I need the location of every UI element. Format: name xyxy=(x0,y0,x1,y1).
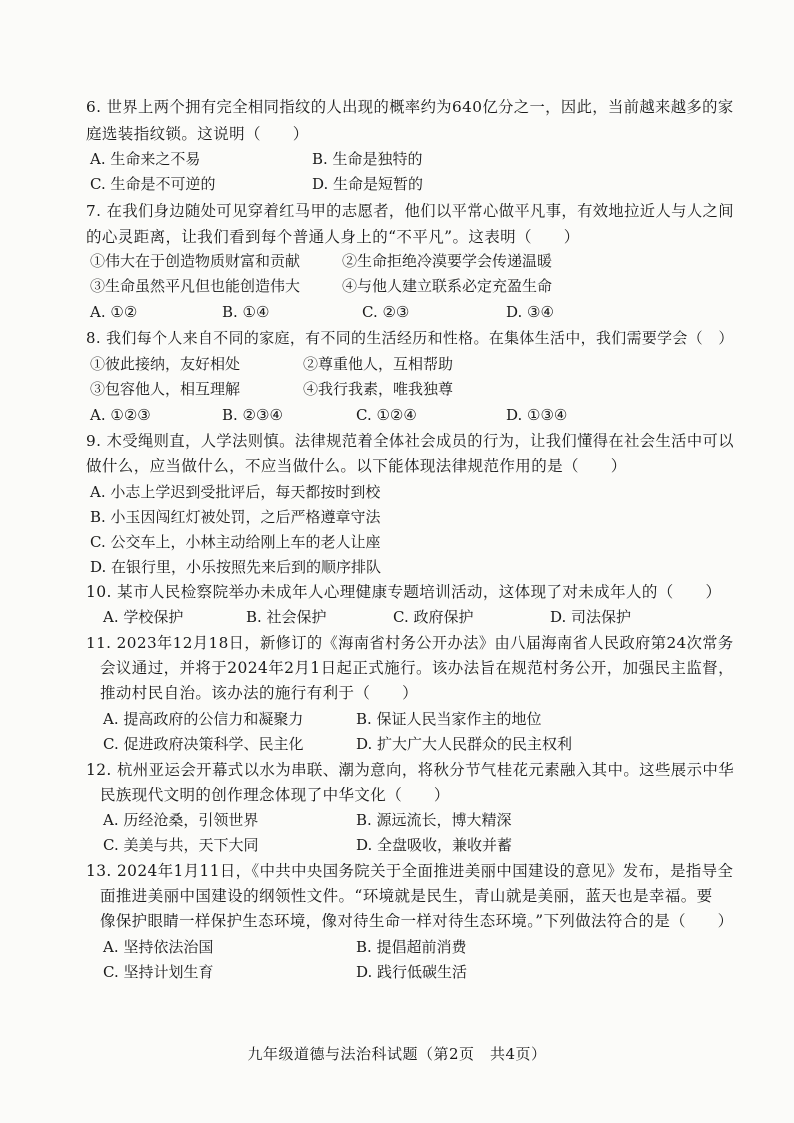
question-7-statement-4: ④与他人建立联系必定充盈生命 xyxy=(342,277,553,295)
question-9-stem-line2: 做什么，应当做什么，不应当做什么。以下能体现法律规范作用的是（ ） xyxy=(86,457,627,475)
question-11-option-d: D. 扩大广大人民群众的民主权利 xyxy=(356,735,573,753)
question-7-statement-1: ①伟大在于创造物质财富和贡献 xyxy=(90,252,301,270)
question-6-stem-line2: 庭选装指纹锁。这说明（ ） xyxy=(86,125,309,143)
question-7-option-d: D. ③④ xyxy=(506,303,554,321)
question-13-option-b: B. 提倡超前消费 xyxy=(356,938,467,956)
question-8-option-d: D. ①③④ xyxy=(506,406,568,424)
question-11-stem-line2: 会议通过，并将于2024年2月1日起正式施行。该办法旨在规范村务公开，加强民主监督， xyxy=(100,659,734,677)
question-10-option-d: D. 司法保护 xyxy=(550,608,632,626)
question-11-option-c: C. 促进政府决策科学、民主化 xyxy=(103,735,304,753)
question-11-option-a: A. 提高政府的公信力和凝聚力 xyxy=(103,710,304,728)
question-8-statement-2: ②尊重他人，互相帮助 xyxy=(303,355,454,373)
question-10-stem-line1: 10. 某市人民检察院举办未成年人心理健康专题培训活动，这体现了对未成年人的（ ） xyxy=(86,583,722,601)
question-8-statement-4: ④我行我素，唯我独尊 xyxy=(303,380,454,398)
question-8-option-c: C. ①②④ xyxy=(356,406,417,424)
question-9-option-b: B. 小玉因闯红灯被处罚，之后严格遵章守法 xyxy=(90,508,381,526)
question-8-stem-line1: 8. 我们每个人来自不同的家庭，有不同的生活经历和性格。在集体生活中，我们需要学会（ ） xyxy=(86,329,734,347)
question-12-option-a: A. 历经沧桑，引领世界 xyxy=(103,811,259,829)
question-7-option-a: A. ①② xyxy=(90,303,138,321)
question-11-option-b: B. 保证人民当家作主的地位 xyxy=(356,710,542,728)
question-12-stem-line1: 12. 杭州亚运会开幕式以水为串联、潮为意向，将秋分节气桂花元素融入其中。这些展示中华 xyxy=(86,761,735,779)
question-10-option-b: B. 社会保护 xyxy=(246,608,327,626)
question-6-stem-line1: 6. 世界上两个拥有完全相同指纹的人出现的概率约为640亿分之一，因此，当前越来越多的家 xyxy=(86,98,734,116)
question-8-option-a: A. ①②③ xyxy=(90,406,151,424)
question-13-stem-line3: 像保护眼睛一样保护生态环境，像对待生命一样对待生态环境。”下列做法符合的是（ ） xyxy=(100,912,734,930)
question-6-option-c: C. 生命是不可逆的 xyxy=(90,175,216,193)
question-13-option-a: A. 坚持依法治国 xyxy=(103,938,214,956)
question-6-option-a: A. 生命来之不易 xyxy=(90,150,201,168)
question-13-stem-line1: 13. 2024年1月11日，《中共中央国务院关于全面推进美丽中国建设的意见》发布，是指导全 xyxy=(86,862,734,880)
question-7-stem-line1: 7. 在我们身边随处可见穿着红马甲的志愿者，他们以平常心做平凡事，有效地拉近人与人之间 xyxy=(86,202,734,220)
question-8-statement-1: ①彼此接纳，友好相处 xyxy=(90,355,241,373)
question-9-option-c: C. 公交车上，小林主动给刚上车的老人让座 xyxy=(90,533,381,551)
question-9-stem-line1: 9. 木受绳则直，人学法则慎。法律规范着全体社会成员的行为，让我们懂得在社会生活中可以 xyxy=(86,432,734,450)
question-11-stem-line3: 推动村民自治。该办法的施行有利于（ ） xyxy=(100,684,419,702)
question-7-stem-line2: 的心灵距离，让我们看到每个普通人身上的“不平凡”。这表明（ ） xyxy=(86,228,580,246)
question-12-option-c: C. 美美与共，天下大同 xyxy=(103,836,259,854)
question-7-option-c: C. ②③ xyxy=(362,303,410,321)
question-13-option-d: D. 践行低碳生活 xyxy=(356,963,468,981)
question-7-statement-2: ②生命拒绝冷漠要学会传递温暖 xyxy=(342,252,553,270)
question-10-option-c: C. 政府保护 xyxy=(393,608,474,626)
question-7-option-b: B. ①④ xyxy=(222,303,270,321)
question-7-statement-3: ③生命虽然平凡但也能创造伟大 xyxy=(90,277,301,295)
question-6-option-b: B. 生命是独特的 xyxy=(312,150,423,168)
question-12-option-d: D. 全盘吸收，兼收并蓄 xyxy=(356,836,513,854)
question-8-statement-3: ③包容他人，相互理解 xyxy=(90,380,241,398)
question-11-stem-line1: 11. 2023年12月18日，新修订的《海南省村务公开办法》由八届海南省人民政府第24次常务 xyxy=(86,634,734,652)
question-13-stem-line2: 面推进美丽中国建设的纲领性文件。“环境就是民生，青山就是美丽，蓝天也是幸福。要 xyxy=(100,887,713,905)
question-8-option-b: B. ②③④ xyxy=(222,406,283,424)
question-9-option-a: A. 小志上学迟到受批评后，每天都按时到校 xyxy=(90,483,381,501)
question-12-stem-line2: 民族现代文明的创作理念体现了中华文化（ ） xyxy=(100,786,450,804)
question-9-option-d: D. 在银行里，小乐按照先来后到的顺序排队 xyxy=(90,558,382,576)
question-10-option-a: A. 学校保护 xyxy=(103,608,184,626)
page-footer: 九年级道德与法治科试题（第2页 共4页） xyxy=(247,1045,547,1063)
question-12-option-b: B. 源远流长，博大精深 xyxy=(356,811,512,829)
question-6-option-d: D. 生命是短暂的 xyxy=(312,175,424,193)
question-13-option-c: C. 坚持计划生育 xyxy=(103,963,214,981)
